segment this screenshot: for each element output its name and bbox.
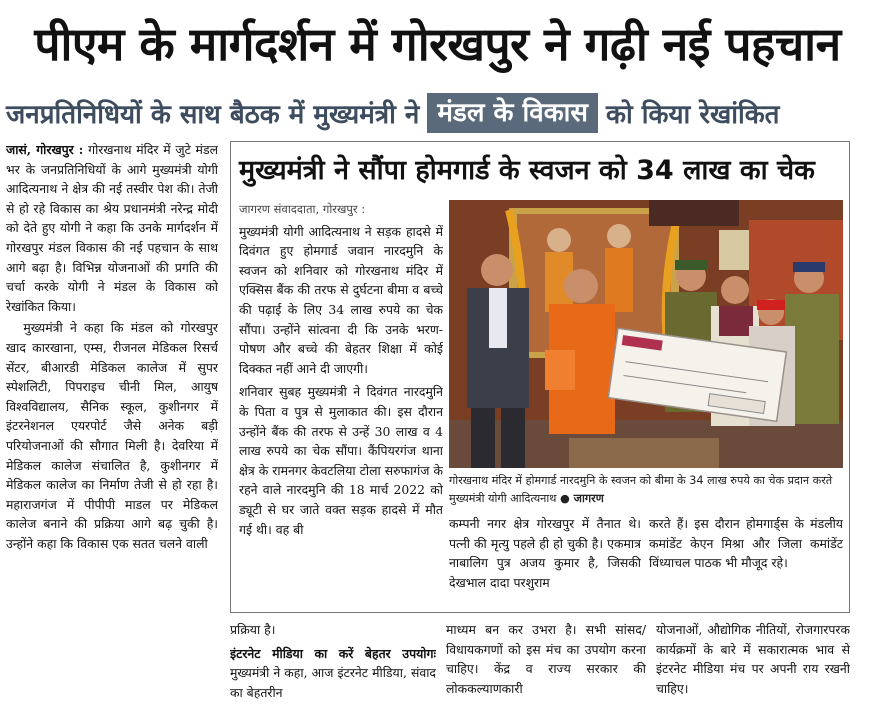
caption-text: गोरखनाथ मंदिर में होमगार्ड नारदमुनि के स्वजन को बीमा के 34 लाख रुपये का चेक प्रदान करते मुख्यमंत्री योगी आदित्यनाथ — [449, 474, 833, 505]
bottom-col2-text: माध्यम बन कर उभरा है। सभी सांसद/विधायकगणों को इस मंच का उपयोग करना चाहिए। केंद्र व राज्य सरकार की लोककल्याणकारी — [446, 622, 646, 696]
bottom-col1-p2-text: मुख्यमंत्री ने कहा, आज इंटरनेट मीडिया, संवाद का बेहतरीन — [230, 665, 436, 700]
byline: जागरण संवाददाता, गोरखपुर : — [239, 202, 366, 216]
bottom-column-3 — [656, 620, 850, 718]
news-photo — [449, 200, 843, 468]
box-column-2 — [449, 514, 641, 608]
box-column-3 — [649, 514, 843, 608]
dateline: जासं, गोरखपुर : — [6, 142, 84, 157]
box-col2-text: कम्पनी नगर क्षेत्र गोरखपुर में तैनात थे। पत्नी की मृत्यु पहले ही हो चुकी है। एकमात्र नाबालिग पुत्र अजय कुमार है, जिसकी देखभाल दादा परशुराम — [449, 516, 641, 590]
left-p1-text: गोरखनाथ मंदिर में जुटे मंडल भर के जनप्रतिनिधियों के आगे मुख्यमंत्री योगी आदित्यनाथ ने क्षेत्र की नई तस्वीर पेश की। तेजी से हो रहे विकास का श्रेय प्रधानमंत्री नरेन्द्र मोदी को देते हुए योगी ने कहा कि उनके मार्गदर्शन में गोरखपुर मंडल विकास की नई पहचान के साथ आगे बढ़ा है। विभिन्न योजनाओं की प्रगति की चर्चा करके योगी ने मंडल के विकास को रेखांकित किया। — [6, 142, 218, 314]
subhead-text-after: को किया रेखांकित — [606, 100, 780, 130]
bottom-col3-text: योजनाओं, औद्योगिक नीतियों, रोजगारपरक कार्यक्रमों के बारे में सकारात्मक भाव से इंटरनेट मीडिया मंच पर अपनी राय रखनी चाहिए। — [656, 622, 850, 696]
left-paragraph-2: मुख्यमंत्री ने कहा कि मंडल को गोरखपुर खाद कारखाना, एम्स, रीजनल मेडिकल रिसर्च सेंटर, बीआरडी मेडिकल कालेज में सुपर स्पेशलिटी, पिपराइच चीनी मिल, आयुष विश्वविद्यालय, सैनिक स्कूल, कुशीनगर में इंटरनेशनल एयरपोर्ट जैसे अनेक बड़ी परियोजनाओं की सौगात मिली है। देवरिया में मेडिकल कालेज संचालित है, कुशीनगर में मेडिकल कालेज का निर्माण तेजी से हो रहा है। महाराजगंज में पीपीपी माडल पर मेडिकल कालेज बनाने की प्रक्रिया आगे बढ़ चुकी है। उन्होंने कहा कि विकास एक सतत चलने वाली — [6, 320, 218, 551]
inline-subheading: इंटरनेट मीडिया का करें बेहतर उपयोगः — [230, 645, 436, 661]
left-paragraph-1 — [6, 140, 218, 316]
box-column-1 — [239, 200, 443, 608]
left-article-column — [6, 140, 218, 718]
subheadline — [6, 92, 872, 134]
subhead-text-before: जनप्रतिनिधियों के साथ बैठक में मुख्यमंत्री ने — [6, 100, 420, 130]
bottom-column-2 — [446, 620, 646, 718]
subhead-highlight: मंडल के विकास — [427, 93, 598, 133]
box-paragraph-2: शनिवार सुबह मुख्यमंत्री ने दिवंगत नारदमुनि के पिता व पुत्र से मुलाकात की। इस दौरान उन्होंने बैंक की तरफ से उन्हें 30 लाख व 4 लाख रुपये का चेक सौंपा। कैंपियरगंज थाना क्षेत्र के रामनगर केवटलिया टोला सरुफागंज के रहने वाले नारदमुनि की 18 मार्च 2022 को ड्यूटी से घर जाते वक्त सड़क हादसे में मौत गई थी। वह बी — [239, 384, 443, 537]
box-headline: मुख्यमंत्री ने सौंपा होमगार्ड के स्वजन को 34 लाख का चेक — [239, 155, 815, 186]
bottom-col1-p2 — [230, 644, 436, 703]
photo-illustration — [449, 200, 843, 468]
boxed-story — [230, 141, 850, 613]
bottom-col1-p1: प्रक्रिया है। — [230, 622, 276, 637]
headline: पीएम के मार्गदर्शन में गोरखपुर ने गढ़ी नई पहचान — [34, 17, 841, 71]
bottom-column-1 — [230, 620, 436, 718]
box-col3-text: करते हैं। इस दौरान होमगार्ड्स के मंडलीय कमांडेंट केएन मिश्रा और जिला कमांडेंट विंध्याचल पाठक भी मौजूद रहे। — [649, 516, 843, 571]
box-paragraph-1: मुख्यमंत्री योगी आदित्यनाथ ने सड़क हादसे में दिवंगत हुए होमगार्ड जवान नारदमुनि के स्वजन को शनिवार को गोरखनाथ मंदिर में एक्सिस बैंक की तरफ से दुर्घटना बीमा व बच्चे की पढ़ाई के लिए 34 लाख रुपये का चेक सौंपा। उन्होंने सांत्वना दी कि उनके भरण-पोषण और बच्चे की बेहतर शिक्षा में कोई दिक्कत नहीं आने दी जाएगी। — [239, 223, 443, 376]
photo-caption — [449, 472, 843, 510]
caption-source: ● जागरण — [560, 492, 604, 505]
